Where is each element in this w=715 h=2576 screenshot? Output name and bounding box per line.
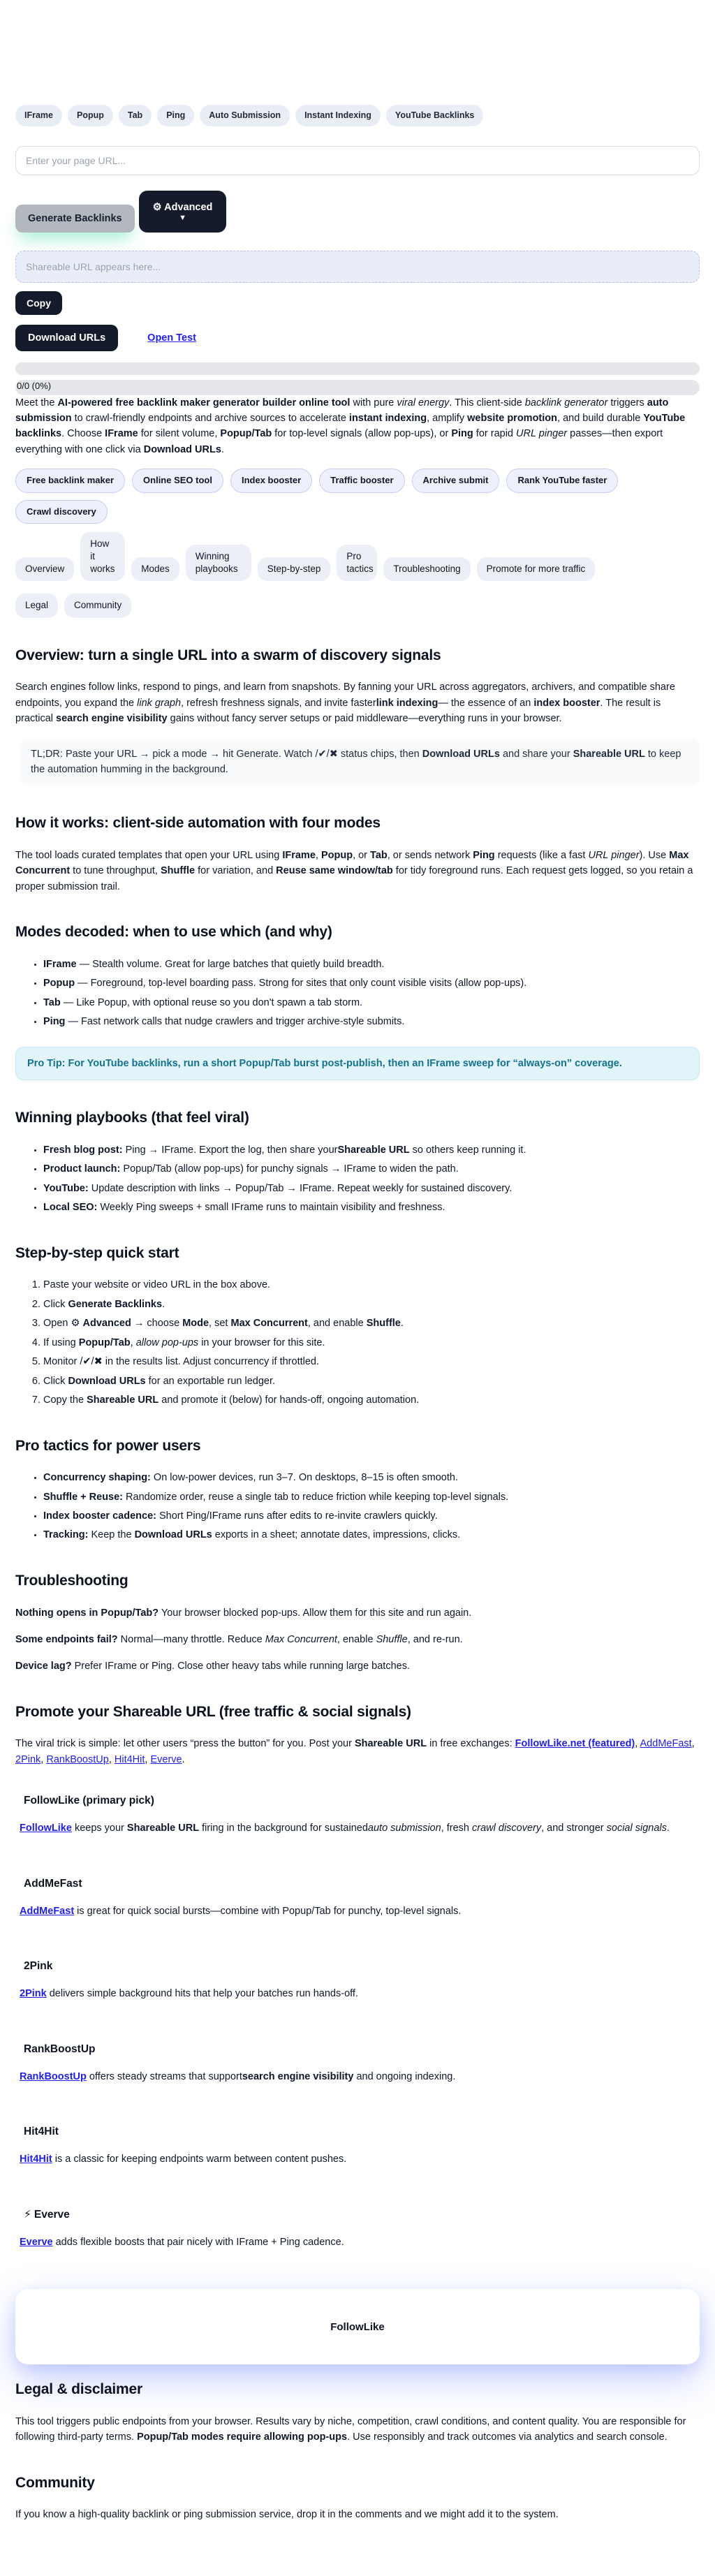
promo-title: Hit4Hit <box>24 2126 59 2138</box>
promo-title: RankBoostUp <box>24 2043 96 2055</box>
list-item: • Index booster cadence: Short Ping/IFrame runs after edits to re-invite crawlers quickly. <box>43 1508 700 1524</box>
keyword-chip-archive-submit: Archive submit <box>412 469 500 492</box>
keyword-chip-free-backlink-maker: Free backlink maker <box>15 469 125 492</box>
section-title-modes: Modes decoded: when to use which (and why) <box>15 924 332 941</box>
feature-chip-instant-indexing: Instant Indexing <box>295 105 381 126</box>
pro-tactics-list <box>43 1470 700 1543</box>
text-link[interactable]: 2Pink <box>20 1988 47 2000</box>
community-paragraph: If you know a high-quality backlink or ping submission service, drop it in the comments and we might add it to the system. <box>15 2509 559 2521</box>
nav-pill-overview[interactable]: Overview <box>15 557 74 581</box>
text-link[interactable]: Everve <box>150 1753 182 1765</box>
text-link[interactable]: AddMeFast <box>640 1738 692 1750</box>
download-urls-button[interactable]: Download URLs <box>15 325 118 351</box>
promo-everve <box>15 2207 700 2250</box>
promo-paragraph: Everve adds flexible boosts that pair nicely with IFrame + Ping cadence. <box>20 2236 344 2248</box>
action-button-row <box>15 191 700 233</box>
promo-title: ⚡ Everve <box>24 2208 70 2221</box>
troubleshooting-paragraph: Nothing opens in Popup/Tab? Your browser blocked pop-ups. Allow them for this site and run again. <box>15 1607 472 1619</box>
list-item: 2. Click Generate Backlinks. <box>43 1297 700 1312</box>
promo-2pink <box>15 1958 700 2001</box>
text-link[interactable]: Hit4Hit <box>114 1753 145 1765</box>
gear-icon: ⚙ <box>152 201 162 213</box>
section-title-step-by-step: Step-by-step quick start <box>15 1244 179 1261</box>
lightning-icon: ⚡ <box>24 2208 31 2221</box>
advanced-button[interactable] <box>139 191 227 233</box>
promo-paragraph: 2Pink delivers simple background hits that help your batches run hands-off. <box>20 1988 358 2000</box>
playbooks-list <box>43 1142 700 1216</box>
promo-paragraph: Hit4Hit is a classic for keeping endpoints warm between content pushes. <box>20 2154 347 2165</box>
open-test-link[interactable]: Open Test <box>147 332 196 344</box>
list-item: • Concurrency shaping: On low-power devices, run 3–7. On desktops, 8–15 is often smooth. <box>43 1470 700 1485</box>
keyword-chip-index-booster: Index booster <box>230 469 312 492</box>
advanced-button-label: ⚙ Advanced <box>152 201 213 213</box>
section-title-how-it-works: How it works: client-side automation with four modes <box>15 815 381 832</box>
feature-chip-row <box>15 105 700 126</box>
list-item: • Local SEO: Weekly Ping sweeps + small IFrame runs to maintain visibility and freshness. <box>43 1200 700 1215</box>
nav-pill-promote[interactable]: Promote for more traffic <box>477 557 596 581</box>
feature-chip-ping: Ping <box>157 105 194 126</box>
overview-paragraph: Search engines follow links, respond to pings, and learn from snapshots. By fanning your URL across aggregators, archivers, and compatible share endpoints, you expand the link graph, refresh freshness signals, and invite fasterlink indexing— the essence of an index booster. The result is practical search engine visibility gains without fancy server setups or paid middleware—everything runs in your browser. <box>15 682 675 725</box>
text-link[interactable]: 2Pink <box>15 1753 41 1765</box>
keyword-chip-crawl-discovery: Crawl discovery <box>15 500 108 524</box>
text-link[interactable]: Everve <box>20 2236 53 2248</box>
promo-rankboostup <box>15 2041 700 2084</box>
promo-followlike <box>15 1793 700 1836</box>
list-item: • Popup — Foreground, top-level boarding pass. Strong for sites that only count visible visits (allow pop-ups). <box>43 976 700 991</box>
section-title-pro-tactics: Pro tactics for power users <box>15 1437 201 1454</box>
progress-bar <box>15 362 700 375</box>
nav-pill-pro-tactics[interactable]: Pro tactics <box>337 545 377 581</box>
shareable-url-input[interactable] <box>15 251 700 283</box>
section-title-overview: Overview: turn a single URL into a swarm of discovery signals <box>15 647 441 663</box>
promo-title: FollowLike (primary pick) <box>24 1795 154 1807</box>
promote-paragraph: The viral trick is simple: let other users “press the button” for you. Post your Shareable URL in free exchanges: FollowLike.net (featured), AddMeFast, 2Pink, RankBoostUp, Hit4Hit, Everve. <box>15 1738 695 1765</box>
legal-paragraph: This tool triggers public endpoints from your browser. Results vary by niche, competition, crawl conditions, and content quality. You are responsible for following third-party terms. Popup/Tab modes require allowing pop-ups. Use responsibly and track outcomes via analytics and search console. <box>15 2415 686 2443</box>
how-it-works-paragraph: The tool loads curated templates that open your URL using IFrame, Popup, or Tab, or sends network Ping requests (like a fast URL pinger). Use Max Concurrent to tune throughput, Shuffle for variation, and Reuse same window/tab for tidy foreground runs. Each request gets logged, so you retain a proper submission trail. <box>15 849 693 892</box>
promo-addmefast <box>15 1876 700 1919</box>
list-item: 7. Copy the Shareable URL and promote it (below) for hands-off, ongoing automation. <box>43 1392 700 1408</box>
progress-label: 0/0 (0%) <box>17 381 52 392</box>
feature-chip-popup: Popup <box>68 105 113 126</box>
modes-list <box>43 957 700 1030</box>
section-title-winning-playbooks: Winning playbooks (that feel viral) <box>15 1110 249 1126</box>
steps-list <box>43 1277 700 1408</box>
list-item: 5. Monitor /✔/✖ in the results list. Adjust concurrency if throttled. <box>43 1354 700 1369</box>
feature-chip-youtube-backlinks: YouTube Backlinks <box>386 105 483 126</box>
download-row <box>15 325 700 351</box>
list-item: • Shuffle + Reuse: Randomize order, reuse a single tab to reduce friction while keeping top-level signals. <box>43 1489 700 1505</box>
nav-pill-how-it-works[interactable]: How it works <box>80 532 125 582</box>
keyword-chip-rank-youtube-faster: Rank YouTube faster <box>506 469 618 492</box>
text-link[interactable]: FollowLike <box>20 1823 72 1834</box>
section-title-legal: Legal & disclaimer <box>15 2381 142 2398</box>
nav-pill-legal[interactable]: Legal <box>15 594 58 617</box>
nav-pill-step-by-step[interactable]: Step-by-step <box>258 557 331 581</box>
chevron-down-icon: ▼ <box>179 213 186 222</box>
pro-tip-box: Pro Tip: For YouTube backlinks, run a short Popup/Tab burst post-publish, then an IFrame sweep for “always-on” coverage. <box>15 1047 700 1080</box>
list-item: 4. If using Popup/Tab, allow pop-ups in your browser for this site. <box>43 1335 700 1350</box>
promo-paragraph: FollowLike keeps your Shareable URL firing in the background for sustainedauto submission, fresh crawl discovery, and stronger social signals. <box>20 1823 670 1834</box>
url-input[interactable] <box>15 146 700 175</box>
section-nav <box>15 532 700 618</box>
promo-title: 2Pink <box>24 1960 53 1973</box>
promo-title: AddMeFast <box>24 1877 82 1890</box>
nav-pill-community[interactable]: Community <box>64 594 131 617</box>
promo-paragraph: AddMeFast is great for quick social bursts—combine with Popup/Tab for punchy, top-level signals. <box>20 1905 462 1917</box>
section-title-community: Community <box>15 2474 95 2491</box>
list-item: 6. Click Download URLs for an exportable run ledger. <box>43 1374 700 1389</box>
intro-paragraph: Meet the AI-powered free backlink maker generator builder online tool with pure viral energy. This client-side backlink generator triggers auto submission to crawl-friendly endpoints and archive sources to accelerate instant indexing, amplify website promotion, and build durable YouTube backlinks. Choose IFrame for silent volume, Popup/Tab for top-level signals (allow pop-ups), or Ping for rapid URL pinger passes—then export everything with one click via Download URLs. <box>15 397 686 455</box>
section-title-troubleshooting: Troubleshooting <box>15 1572 128 1589</box>
troubleshooting-paragraph: Device lag? Prefer IFrame or Ping. Close other heavy tabs while running large batches. <box>15 1661 410 1672</box>
keyword-chip-traffic-booster: Traffic booster <box>319 469 404 492</box>
nav-pill-winning-playbooks[interactable]: Winning playbooks <box>186 545 251 581</box>
list-item: • Product launch: Popup/Tab (allow pop-ups) for punchy signals → IFrame to widen the path. <box>43 1161 700 1177</box>
text-link[interactable]: RankBoostUp <box>46 1753 109 1765</box>
nav-pill-troubleshooting[interactable]: Troubleshooting <box>383 557 470 581</box>
text-link[interactable]: Hit4Hit <box>20 2154 52 2165</box>
keyword-chip-row <box>15 469 700 523</box>
followlike-widget-label: FollowLike <box>330 2320 385 2333</box>
list-item: • Ping — Fast network calls that nudge crawlers and trigger archive-style submits. <box>43 1014 700 1029</box>
list-item: • IFrame — Stealth volume. Great for large batches that quietly build breadth. <box>43 957 700 972</box>
feature-chip-tab: Tab <box>119 105 152 126</box>
section-title-promote: Promote your Shareable URL (free traffic & social signals) <box>15 1703 411 1720</box>
text-link[interactable]: FollowLike.net (featured) <box>515 1738 635 1750</box>
feature-chip-auto-submission: Auto Submission <box>200 105 290 126</box>
feature-chip-iframe: IFrame <box>15 105 62 126</box>
nav-pill-modes[interactable]: Modes <box>131 557 179 581</box>
copy-button[interactable]: Copy <box>15 291 62 315</box>
list-item: 1. Paste your website or video URL in the box above. <box>43 1277 700 1293</box>
tldr-box: TL;DR: Paste your URL → pick a mode → hit Generate. Watch /✔/✖ status chips, then Download URLs and share your Shareable URL to keep the automation humming in the background. <box>20 738 700 786</box>
text-link[interactable]: AddMeFast <box>20 1905 75 1917</box>
promo-hit4hit <box>15 2124 700 2167</box>
list-item: • Tab — Like Popup, with optional reuse so you don't spawn a tab storm. <box>43 995 700 1010</box>
generate-backlinks-button[interactable]: Generate Backlinks <box>15 205 135 233</box>
list-item: • YouTube: Update description with links → Popup/Tab → IFrame. Repeat weekly for sustained discovery. <box>43 1181 700 1196</box>
list-item: 3. Open ⚙ Advanced → choose Mode, set Max Concurrent, and enable Shuffle. <box>43 1316 700 1331</box>
text-link[interactable]: RankBoostUp <box>20 2070 87 2082</box>
troubleshooting-paragraph: Some endpoints fail? Normal—many throttle. Reduce Max Concurrent, enable Shuffle, and re-run. <box>15 1633 463 1645</box>
list-item: • Fresh blog post: Ping → IFrame. Export the log, then share yourShareable URL so others keep running it. <box>43 1142 700 1158</box>
followlike-widget-card[interactable] <box>15 2289 700 2364</box>
keyword-chip-online-seo-tool: Online SEO tool <box>132 469 223 492</box>
list-item: • Tracking: Keep the Download URLs exports in a sheet; annotate dates, impressions, clicks. <box>43 1527 700 1543</box>
promo-paragraph: RankBoostUp offers steady streams that supportsearch engine visibility and ongoing indexing. <box>20 2070 456 2082</box>
